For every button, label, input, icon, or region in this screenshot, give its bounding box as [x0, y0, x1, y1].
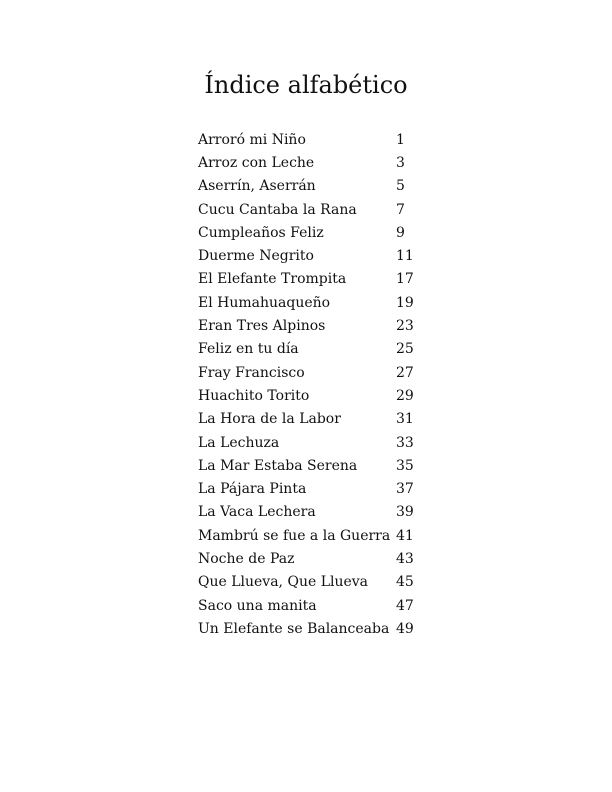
index-entry	[198, 221, 428, 244]
index-entry-title: Aserrín, Aserrán	[198, 178, 316, 195]
page-title: Índice alfabético	[204, 71, 408, 99]
index-entry-page-number: 43	[396, 550, 414, 567]
index-entry	[198, 291, 428, 314]
index-entry	[198, 175, 428, 198]
index-entry-page-number: 37	[396, 481, 414, 498]
index-entry-page-number: 11	[396, 248, 414, 265]
index-entry-title: La Hora de la Labor	[198, 411, 341, 428]
index-entry-title: Cucu Cantaba la Rana	[198, 201, 357, 218]
index-entry-page-number: 41	[396, 527, 414, 544]
index-entry-title: La Pájara Pinta	[198, 481, 307, 498]
index-entry-title: Un Elefante se Balanceaba	[198, 620, 390, 637]
index-entry-page-number: 31	[396, 411, 414, 428]
index-entry	[198, 524, 428, 547]
index-entry	[198, 314, 428, 337]
index-entry-page-number: 25	[396, 341, 414, 358]
index-entry-title: El Elefante Trompita	[198, 271, 347, 288]
index-entry-page-number: 1	[396, 131, 405, 148]
index-entry-title: Feliz en tu día	[198, 341, 299, 358]
index-entry-title: Duerme Negrito	[198, 248, 314, 265]
index-entry	[198, 384, 428, 407]
index-entry	[198, 198, 428, 221]
index-entry-page-number: 17	[396, 271, 414, 288]
index-entry	[198, 151, 428, 174]
index-entry-page-number: 39	[396, 504, 414, 521]
index-entry-title: La Lechuza	[198, 434, 280, 451]
index-entry-title: Noche de Paz	[198, 550, 295, 567]
index-entry-title: Cumpleaños Feliz	[198, 224, 324, 241]
index-entry-page-number: 45	[396, 574, 414, 591]
index-entry-page-number: 29	[396, 387, 414, 404]
index-entry	[198, 408, 428, 431]
index-entry	[198, 594, 428, 617]
index-entry	[198, 501, 428, 524]
index-entry	[198, 268, 428, 291]
index-entry-title: El Humahuaqueño	[198, 294, 331, 311]
index-entry-page-number: 7	[396, 201, 405, 218]
index-entry-title: Arroró mi Niño	[198, 131, 306, 148]
alphabetical-index-list	[198, 128, 428, 641]
index-entry-page-number: 27	[396, 364, 414, 381]
index-entry-title: La Mar Estaba Serena	[198, 457, 358, 474]
index-entry-title: Arroz con Leche	[198, 154, 315, 171]
index-entry-title: Huachito Torito	[198, 387, 310, 404]
index-entry-title: La Vaca Lechera	[198, 504, 316, 521]
index-entry-title: Saco una manita	[198, 597, 317, 614]
index-entry	[198, 477, 428, 500]
index-entry	[198, 361, 428, 384]
index-entry-title: Eran Tres Alpinos	[198, 318, 326, 335]
index-entry-page-number: 3	[396, 154, 405, 171]
index-entry	[198, 547, 428, 570]
index-entry-page-number: 33	[396, 434, 414, 451]
index-entry	[198, 244, 428, 267]
index-entry-page-number: 19	[396, 294, 414, 311]
index-entry-page-number: 49	[396, 620, 414, 637]
index-entry	[198, 338, 428, 361]
index-entry	[198, 128, 428, 151]
index-entry-page-number: 47	[396, 597, 414, 614]
index-entry-page-number: 9	[396, 224, 405, 241]
index-entry	[198, 454, 428, 477]
index-entry	[198, 571, 428, 594]
index-entry	[198, 617, 428, 640]
index-entry	[198, 431, 428, 454]
index-entry-title: Que Llueva, Que Llueva	[198, 574, 369, 591]
index-entry-page-number: 23	[396, 318, 414, 335]
index-entry-page-number: 35	[396, 457, 414, 474]
index-entry-title: Fray Francisco	[198, 364, 305, 381]
index-entry-title: Mambrú se fue a la Guerra	[198, 527, 391, 544]
index-entry-page-number: 5	[396, 178, 405, 195]
